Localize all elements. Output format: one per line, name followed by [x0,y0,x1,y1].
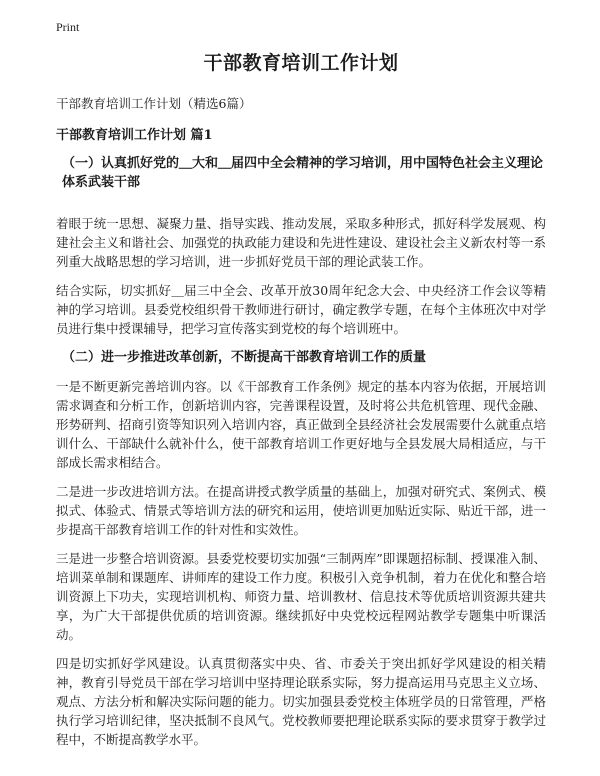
paragraph-6: 四是切实抓好学风建设。认真贯彻落实中央、省、市委关于突出抓好学风建设的相关精神，教育引导党员干部在学习培训中坚持理论联系实际，努力提高运用马克思主义立场、观点、方法分析和解决实际问题的能力。切实加强县委党校主体班学员的日常管理，严格执行学习培训纪律，坚决抵制不良风气。党校教师要把理论联系实际的要求贯穿于教学过程中，不断提高教学水平。 [56,656,546,747]
paragraph-2: 结合实际，切实抓好＿届三中全会、改革开放30周年纪念大会、中央经济工作会议等精神的学习培训。县委党校组织骨干教师进行研讨，确定教学专题，在每个主体班次中对学员进行集中授课辅导，把学习宣传落实到党校的每个培训班中。 [56,283,546,336]
subheading-1: （一）认真抓好党的＿大和＿届四中全会精神的学习培训，用中国特色社会主义理论体系武装干部 [62,156,544,190]
paragraph-3: 一是不断更新完善培训内容。以《干部教育工作条例》规定的基本内容为依据，开展培训需求调查和分析工作，创新培训内容，完善课程设置，及时将公共危机管理、现代金融、形势研判、招商引资等知识列入培训内容，真正做到全县经济社会发展需要什么就重点培训什么、干部缺什么就补什么，使干部教育培训工作更好地与全县发展大局相适应，与干部成长需求相结合。 [56,379,546,470]
document-title: 干部教育培训工作计划 [203,52,399,74]
subheading-2: （二）进一步推进改革创新，不断提高干部教育培训工作的质量 [62,350,427,365]
document-subtitle: 干部教育培训工作计划（精选6篇） [56,96,252,111]
document-body [56,50,546,759]
paragraph-5: 三是进一步整合培训资源。县委党校要切实加强“三制两库”即课题招标制、授课准入制、培训菜单制和课题库、讲师库的建设工作力度。积极引入竞争机制，着力在优化和整合培训资源上下功夫，实现培训机构、师资力量、培训教材、信息技术等优质培训资源共建共享，为广大干部提供优质的培训资源。继续抓好中央党校远程网站教学专题集中听课活动。 [56,551,546,642]
paragraph-4: 二是进一步改进培训方法。在提高讲授式教学质量的基础上，加强对研究式、案例式、模拟式、体验式、情景式等培训方法的研究和运用，使培训更加贴近实际、贴近干部，进一步提高干部教育培训工作的针对性和实效性。 [56,484,546,537]
print-link[interactable]: Print [56,20,80,34]
section-title: 干部教育培训工作计划 篇1 [56,128,213,143]
paragraph-1: 着眼于统一思想、凝聚力量、指导实践、推动发展，采取多种形式，抓好科学发展观、构建社会主义和谐社会、加强党的执政能力建设和先进性建设、建设社会主义新农村等一系列重大战略思想的学习培训，进一步抓好党员干部的理论武装工作。 [56,216,546,269]
